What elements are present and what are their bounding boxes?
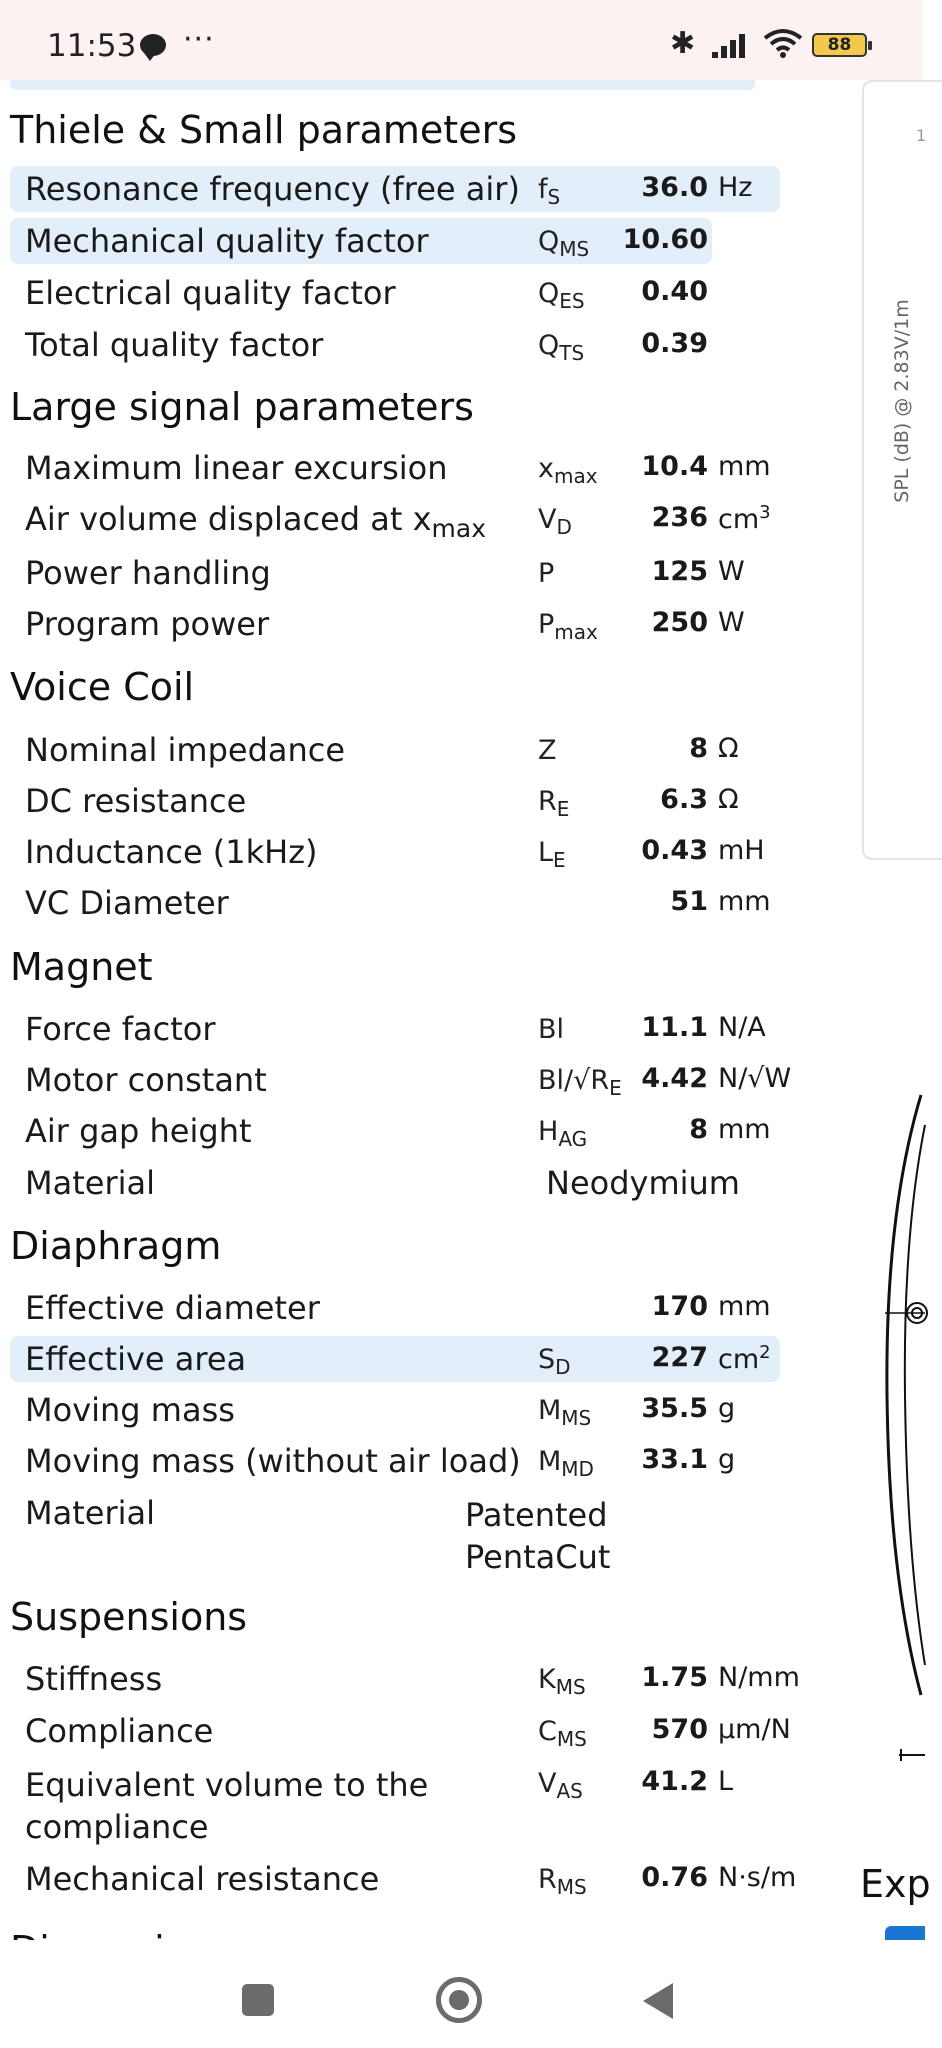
param-value: 33.1 [641,1444,708,1475]
param-symbol: $Q_{MS}$ [538,226,590,261]
export-section-heading: Exp [860,1862,931,1906]
param-row-stiffness [10,1656,800,1702]
param-unit: g [718,1393,736,1424]
param-row-vc-diameter [10,880,780,926]
param-row-vd [10,496,780,542]
param-symbol: $x_{max}$ [538,453,598,488]
chart-y-axis-label: SPL (dB) @ 2.83V/1m [891,299,913,503]
section-heading-voice-coil: Voice Coil [10,665,195,709]
param-label: Nominal impedance [25,731,346,769]
param-symbol: $R_E$ [538,786,570,821]
status-time: 11:53 [47,28,137,64]
param-label: Program power [25,605,270,643]
param-label: Power handling [25,554,271,592]
param-row-impedance [10,727,780,773]
param-unit: $cm^2$ [718,1342,771,1375]
param-value: 170 [651,1291,708,1322]
param-value: 125 [651,556,708,587]
param-value: 6.3 [660,784,708,815]
param-symbol: $V_D$ [538,504,572,539]
param-unit: g [718,1444,736,1475]
section-heading-thiele-small: Thiele & Small parameters [10,108,517,152]
param-symbol: $P_{max}$ [538,609,598,644]
param-row-vas [10,1760,780,1850]
param-value: Patented PentaCut [465,1496,611,1576]
param-symbol: $Q_{ES}$ [538,278,585,313]
param-symbol: $M_{MS}$ [538,1395,592,1430]
param-value: 35.5 [641,1393,708,1424]
param-unit: mm [718,1114,771,1145]
param-symbol: $C_{MS}$ [538,1716,587,1751]
param-value: 0.43 [641,835,708,866]
param-value: 8 [689,733,708,764]
param-symbol: $R_{MS}$ [538,1864,587,1899]
param-value: 4.42 [641,1063,708,1094]
param-row-diaphragm-material [10,1490,780,1580]
more-notifications-icon: ··· [183,22,215,57]
param-unit: mm [718,886,771,917]
back-button[interactable] [643,1983,673,2019]
param-value: 36.0 [641,172,708,203]
param-row-force-factor [10,1006,780,1052]
param-unit: Ω [718,733,739,764]
param-value: 11.1 [641,1012,708,1043]
system-navigation-bar [0,1940,922,2048]
param-symbol: $M_{MD}$ [538,1446,594,1481]
chart-y-tick: 1 [916,126,927,145]
signal-icon [712,30,754,58]
param-row-effective-diameter [10,1285,780,1331]
param-value: 236 [651,502,708,533]
param-symbol: $f_S$ [538,174,561,209]
param-unit: W [718,556,745,587]
param-unit: mm [718,1291,771,1322]
param-label: Effective area [25,1340,247,1378]
param-symbol: Bl [538,1014,565,1045]
param-symbol: $V_{AS}$ [538,1768,583,1803]
param-row-inductance [10,829,780,875]
param-row-total-q [10,322,780,368]
chat-notification-icon [140,34,166,56]
param-row-power-handling [10,550,780,596]
param-row-mechanical-q [10,218,712,264]
param-label: Mechanical resistance [25,1860,380,1898]
param-value: 0.76 [641,1862,708,1893]
param-value: 570 [651,1714,708,1745]
param-label: Mechanical quality factor [25,222,429,260]
param-row-effective-area [10,1336,780,1382]
param-row-magnet-material [10,1160,780,1206]
param-row-mechanical-resistance [10,1856,797,1902]
section-heading-dimensions [10,1922,232,1940]
param-value: 1.75 [641,1662,708,1693]
param-row-resonance-frequency [10,166,780,212]
section-heading-magnet: Magnet [10,945,153,989]
section-heading-large-signal: Large signal parameters [10,385,474,429]
battery-icon: 88 [812,33,867,57]
param-row-compliance [10,1708,791,1754]
bluetooth-icon: ✱ [670,26,696,61]
param-label: Material [25,1494,155,1532]
status-bar [0,0,922,80]
section-heading-diaphragm: Diaphragm [10,1224,222,1268]
param-row-program-power [10,601,780,647]
param-unit: $cm^3$ [718,502,771,535]
param-value: 0.40 [641,276,708,307]
param-value: 51 [670,886,708,917]
param-label: Air volume displaced at $x_{max}$ [25,500,487,543]
param-unit: N/A [718,1012,766,1043]
param-unit: L [718,1766,734,1797]
export-button[interactable] [885,1926,925,1940]
param-unit: N/mm [718,1662,800,1693]
param-value: 227 [651,1342,708,1373]
frequency-response-chart-card[interactable] [862,80,942,860]
param-value: 10.60 [622,224,708,255]
recents-button[interactable] [242,1984,274,2016]
param-label: VC Diameter [25,884,229,922]
param-value: 250 [651,607,708,638]
param-label: Motor constant [25,1061,267,1099]
param-label: Equivalent volume to the compliance [25,1766,429,1846]
param-label: Resonance frequency (free air) [25,170,520,208]
param-label: DC resistance [25,782,247,820]
param-unit: N/√W [718,1063,792,1094]
param-label: Maximum linear excursion [25,449,448,487]
param-symbol: $Q_{TS}$ [538,330,585,365]
param-unit: µm/N [718,1714,791,1745]
param-value: 0.39 [641,328,708,359]
param-label: Effective diameter [25,1289,320,1327]
param-row-moving-mass-no-air [10,1438,780,1484]
param-label: Moving mass [25,1391,235,1429]
param-unit: mm [718,451,771,482]
param-label: Compliance [25,1712,214,1750]
param-label: Stiffness [25,1660,163,1698]
param-row-motor-constant [10,1057,792,1103]
param-label: Electrical quality factor [25,274,396,312]
param-value: Neodymium [546,1164,740,1202]
speaker-drawing [885,1095,925,1765]
param-row-moving-mass [10,1387,780,1433]
param-unit: mH [718,835,765,866]
param-label: Air gap height [25,1112,252,1150]
param-unit: Ω [718,784,739,815]
wifi-icon [763,28,803,58]
section-heading-suspensions: Suspensions [10,1595,248,1639]
param-label: Moving mass (without air load) [25,1442,521,1480]
param-label: Inductance (1kHz) [25,833,318,871]
param-symbol: $K_{MS}$ [538,1664,586,1699]
param-symbol: $H_{AG}$ [538,1116,588,1151]
param-row-air-gap-height [10,1108,780,1154]
param-label: Material [25,1164,155,1202]
spec-content[interactable] [0,80,931,1940]
param-unit: W [718,607,745,638]
param-row-electrical-q [10,270,780,316]
param-symbol: $L_E$ [538,837,566,872]
home-button[interactable] [436,1977,482,2023]
previous-row-highlight [10,80,755,90]
param-unit: Hz [718,172,753,203]
param-value: 10.4 [641,451,708,482]
param-label: Force factor [25,1010,216,1048]
param-label: Total quality factor [25,326,324,364]
param-row-dc-resistance [10,778,780,824]
param-row-xmax [10,445,780,491]
param-value: 8 [689,1114,708,1145]
param-value: 41.2 [641,1766,708,1797]
param-symbol: $S_D$ [538,1344,571,1379]
param-symbol: P [538,558,555,589]
param-symbol: Z [538,735,557,766]
param-unit: N·s/m [718,1862,797,1893]
param-symbol: $Bl/√R_E$ [538,1065,622,1100]
